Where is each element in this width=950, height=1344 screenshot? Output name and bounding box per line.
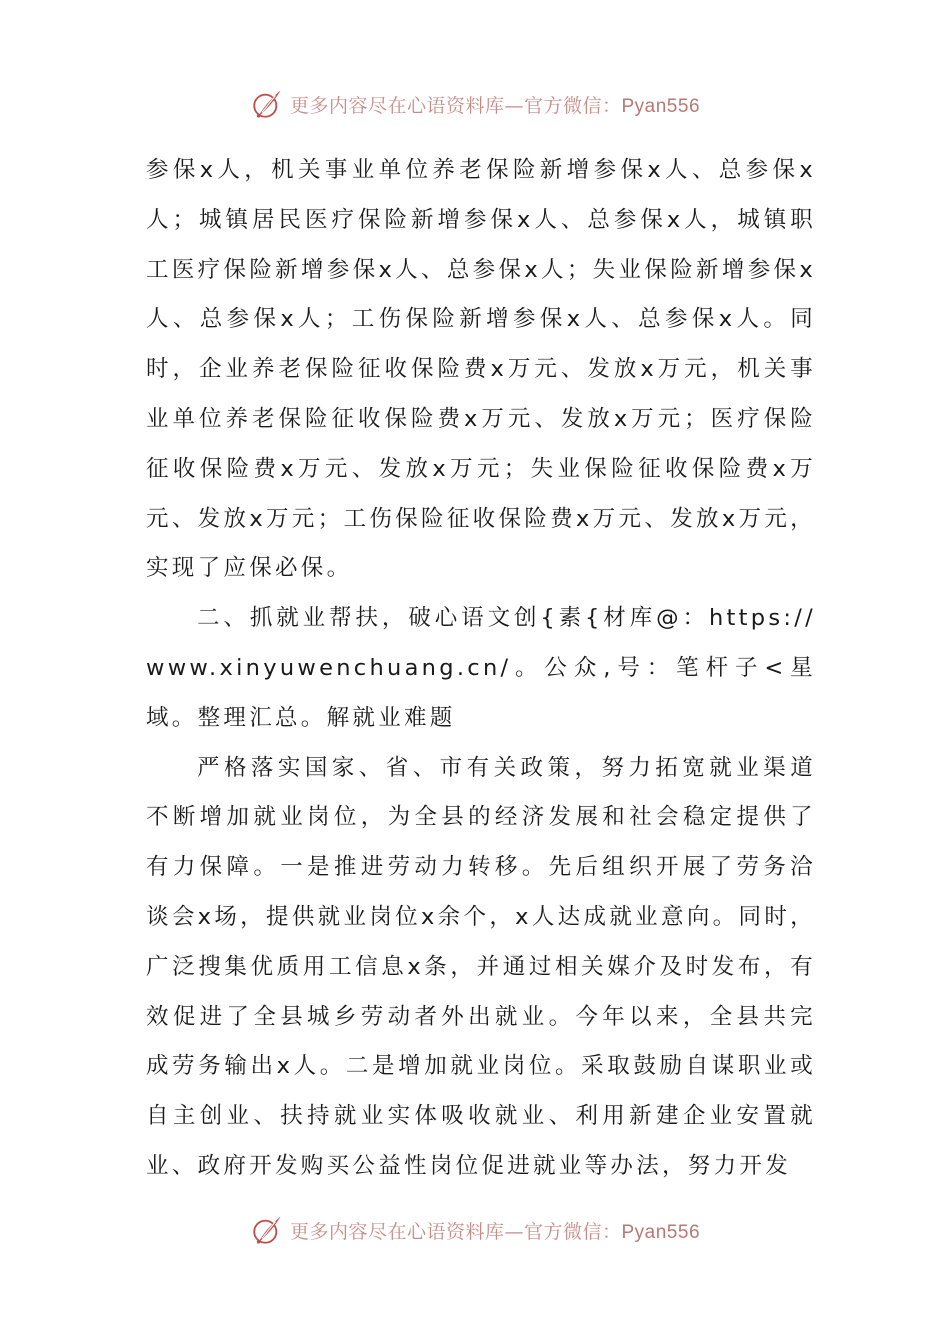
quill-logo-icon xyxy=(250,87,284,121)
header-wechat-id: Pyan556 xyxy=(621,95,701,117)
header-watermark-banner xyxy=(0,84,950,124)
footer-wechat-id: Pyan556 xyxy=(621,1221,701,1243)
paragraph-insurance-stats: 参保x人，机关事业单位养老保险新增参保x人、总参保x人；城镇居民医疗保险新增参保x人、总参保x人，城镇职工医疗保险新增参保x人、总参保x人；失业保险新增参保x人、总参保x人；工伤保险新增参保x人、总参保x人。同时，企业养老保险征收保险费x万元、发放x万元，机关事业单位养老保险征收保险费x万元、发放x万元；医疗保险征收保险费x万元、发放x万元；失业保险征收保险费x万元、发放x万元；工伤保险征收保险费x万元、发放x万元，实现了应保必保。 xyxy=(146,157,816,582)
paragraph-employment-measures: 严格落实国家、省、市有关政策，努力拓宽就业渠道不断增加就业岗位，为全县的经济发展和社会稳定提供了有力保障。一是推进劳动力转移。先后组织开展了劳务洽谈会x场，提供就业岗位x余个，x人达成就业意向。同时，广泛搜集优质用工信息x条，并通过相关媒介及时发布，有效促进了全县城乡劳动者外出就业。今年以来，全县共完成劳务输出x人。二是增加就业岗位。采取鼓励自谋职业或自主创业、扶持就业实体吸收就业、利用新建企业安置就业、政府开发购买公益性岗位促进就业等办法，努力开发 xyxy=(146,754,816,1179)
section-heading-employment: 二、抓就业帮扶，破心语文创{素{材库@：https://www.xinyuwenchuang.cn/。公众,号：笔杆子<星域。整理汇总。解就业难题 xyxy=(146,605,816,731)
footer-watermark-banner xyxy=(0,1210,950,1250)
header-watermark-text: 更多内容尽在心语资料库—官方微信：Pyan556 xyxy=(289,94,701,117)
footer-watermark-text: 更多内容尽在心语资料库—官方微信：Pyan556 xyxy=(289,1220,701,1243)
quill-logo-icon xyxy=(250,1213,284,1247)
document-body xyxy=(146,146,816,1192)
